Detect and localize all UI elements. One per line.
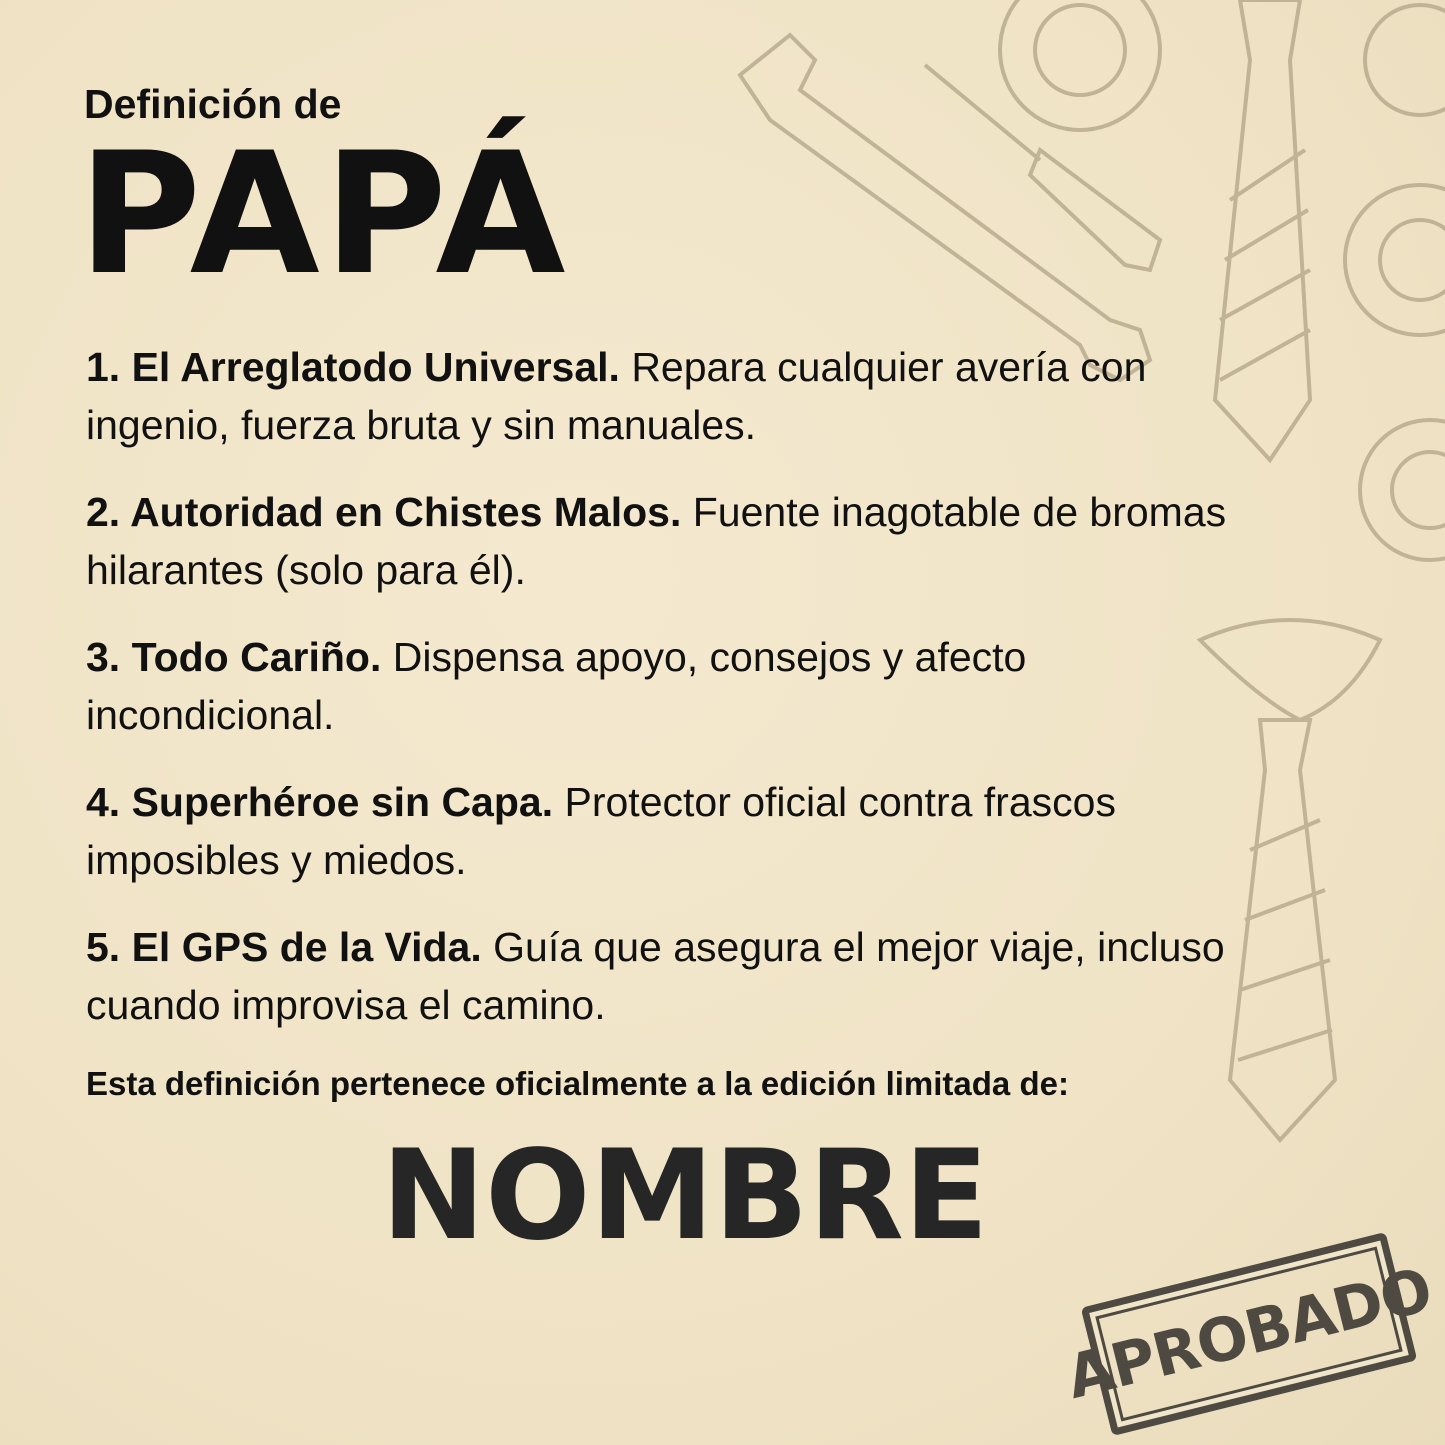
recipient-name: NOMBRE <box>381 1124 989 1268</box>
definition-item <box>86 918 1264 1034</box>
definition-item <box>86 483 1264 599</box>
page-title: PAPÁ <box>78 116 570 312</box>
item-term: 1. El Arreglatodo Universal. <box>86 344 620 390</box>
item-text: Repara cualquier avería con ingenio, fuerza bruta y sin manuales. <box>86 344 1147 448</box>
definition-item <box>86 338 1264 454</box>
item-term: 3. Todo Cariño. <box>86 634 382 680</box>
footer-text: Esta definición pertenece oficialmente a la edición limitada de: <box>86 1065 1069 1102</box>
item-text: Dispensa apoyo, consejos y afecto incondicional. <box>86 634 1027 738</box>
definition-list <box>84 338 1264 1034</box>
pre-title: Definición de <box>84 81 342 127</box>
item-term: 2. Autoridad en Chistes Malos. <box>86 489 682 535</box>
definition-item <box>86 628 1264 744</box>
item-term: 4. Superhéroe sin Capa. <box>86 779 554 825</box>
item-term: 5. El GPS de la Vida. <box>86 924 482 970</box>
definition-item <box>86 773 1264 889</box>
item-text: Protector oficial contra frascos imposibles y miedos. <box>86 779 1116 883</box>
item-text: Guía que asegura el mejor viaje, incluso cuando improvisa el camino. <box>86 924 1225 1028</box>
approved-stamp: APROBADO <box>1081 1232 1418 1436</box>
item-text: Fuente inagotable de bromas hilarantes (solo para él). <box>86 489 1227 593</box>
